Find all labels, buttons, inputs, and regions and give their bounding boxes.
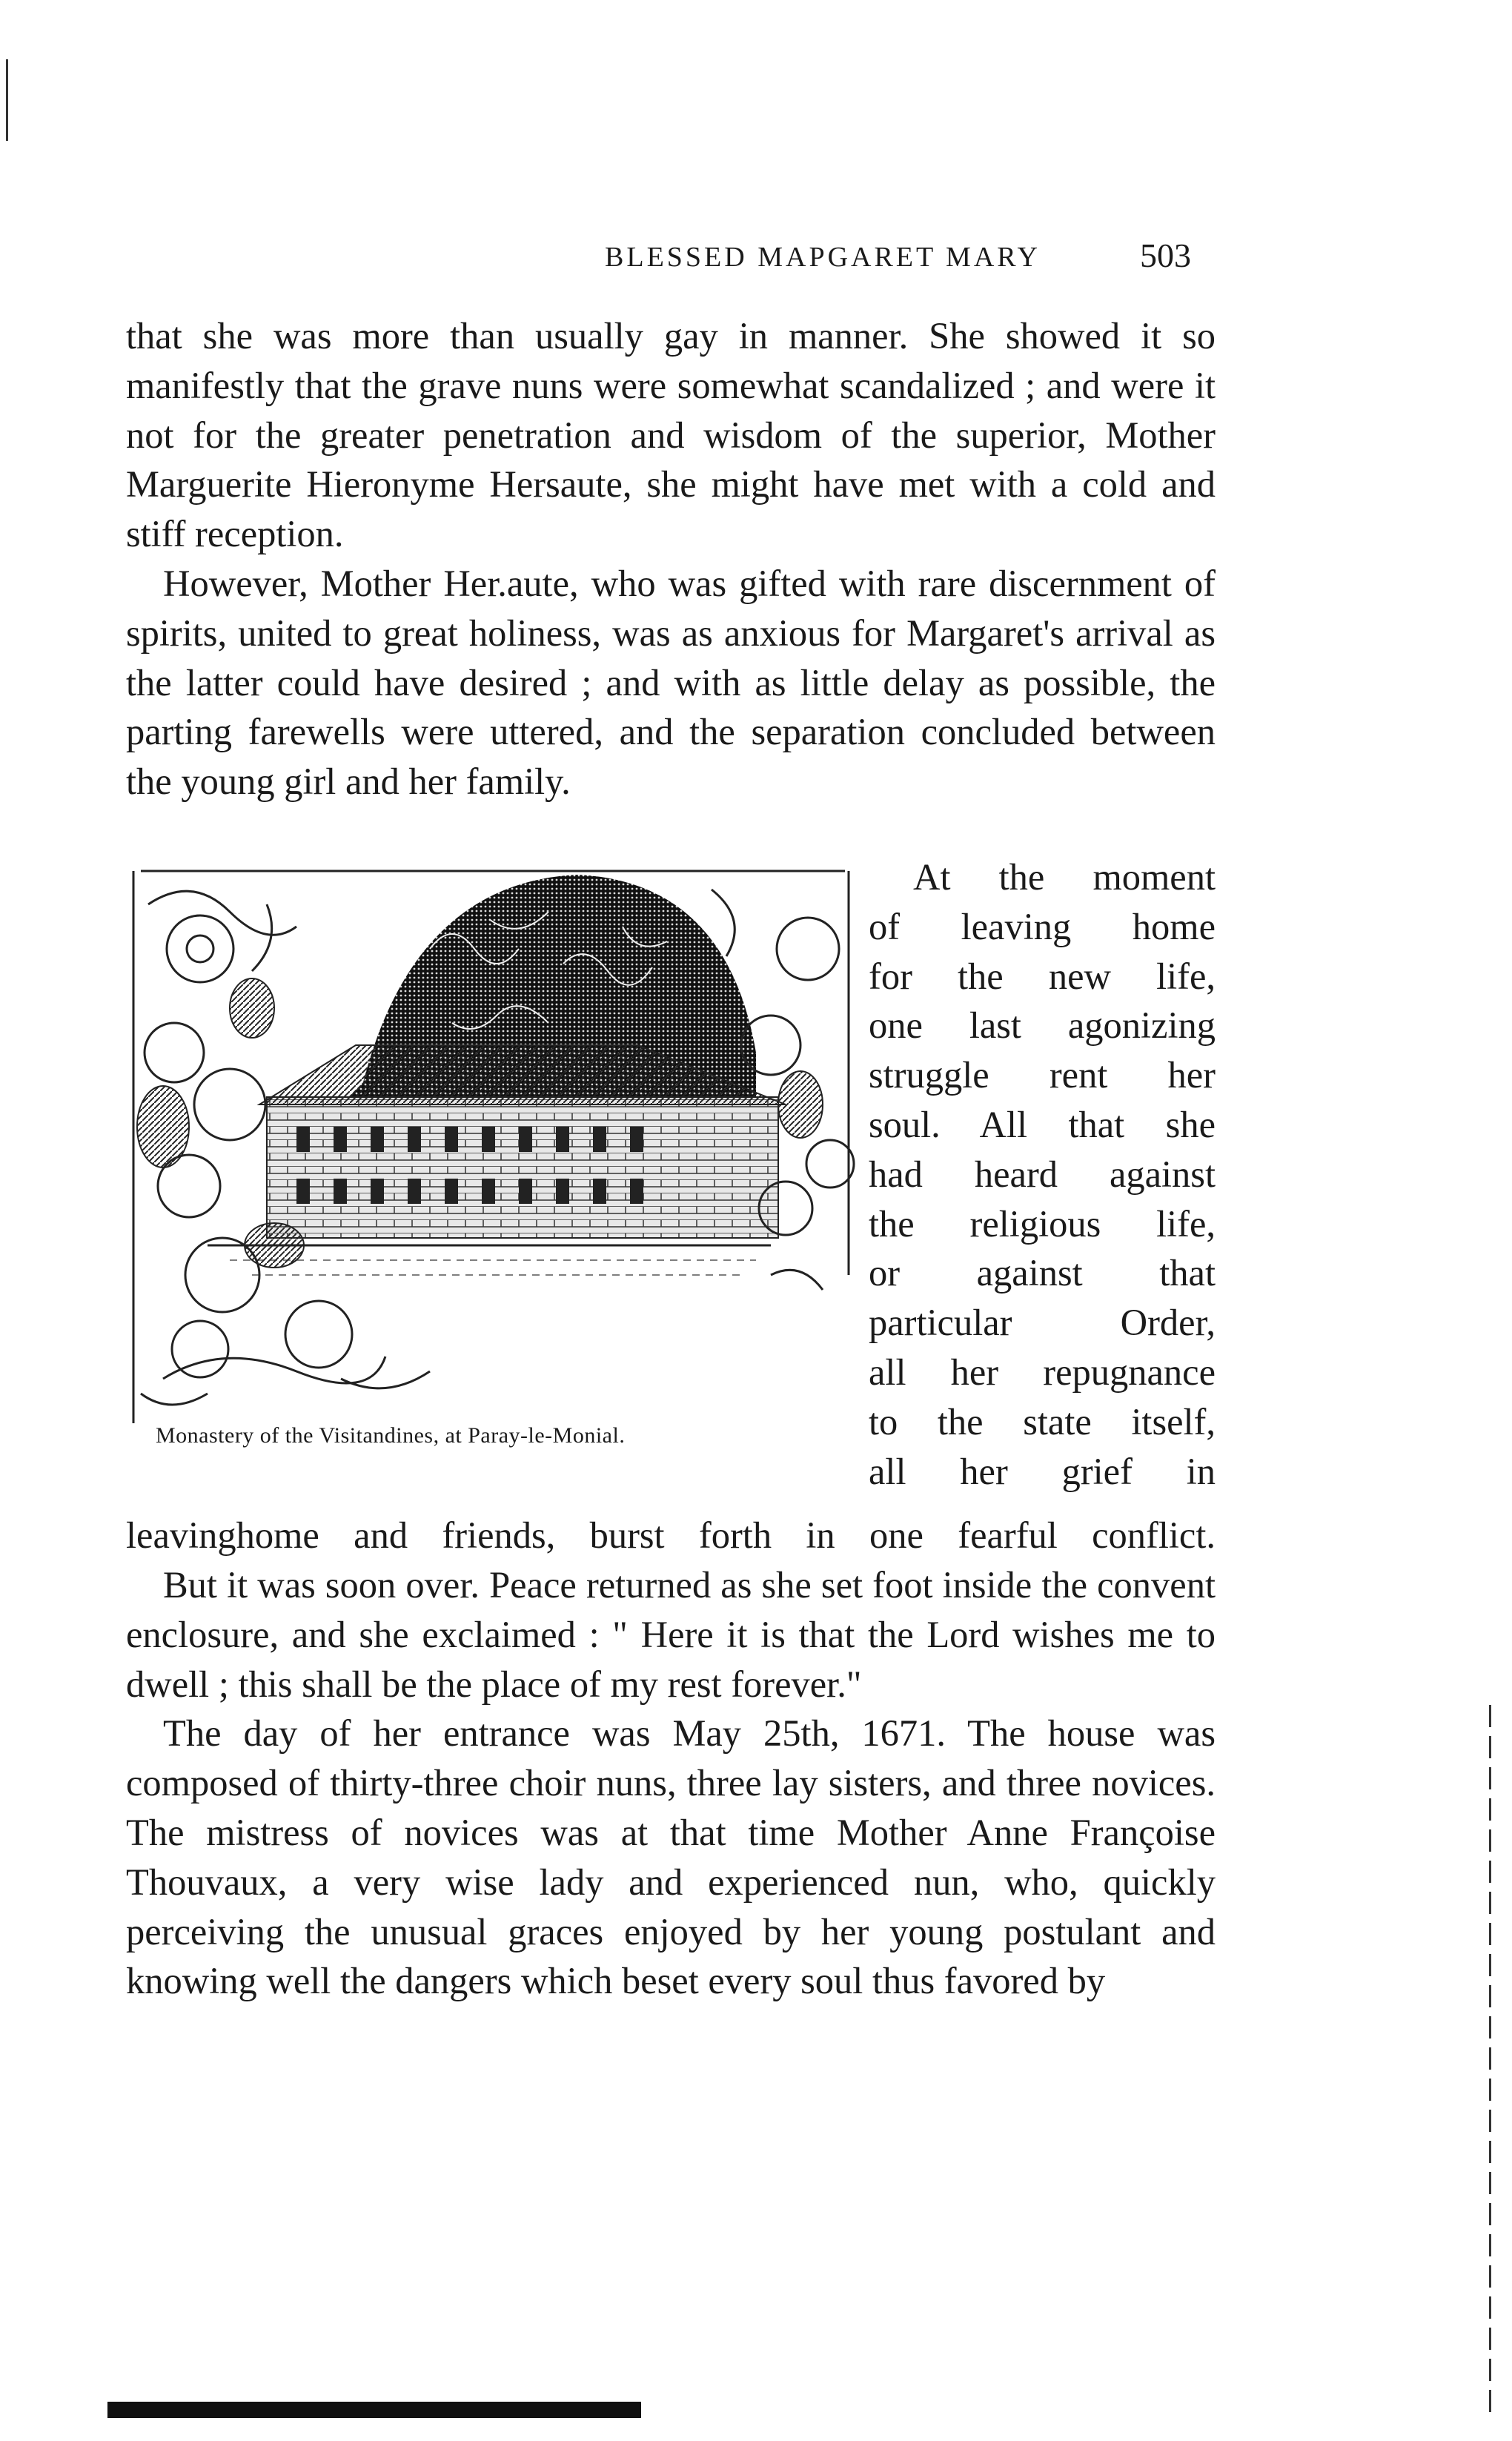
text-line: particular Order, <box>869 1302 1216 1344</box>
paragraph: The day of her entrance was May 25th, 1671. The house was composed of thirty-three choir nuns, three lay sisters, and three novices. The mistress of novices was at that time Mother Anne Françoise Thouvaux, a very wise lady and experienced nun, who, quickly perceiving the unusual graces enjoyed by her young postulant and knowing well the dangers which beset every soul thus favored by <box>126 1712 1216 2002</box>
text-line: all her repugnance <box>869 1351 1216 1393</box>
text-line: At the moment <box>913 856 1216 898</box>
body-text-top <box>126 311 1216 807</box>
text-line: one last agonizing <box>869 1004 1216 1047</box>
paragraph: However, Mother Her.aute, who was gifted with rare discernment of spirits, united to great holiness, was as anxious for Margaret's arrival as the latter could have desired ; and with as little delay as possible, the parting farewells were uttered, and the separation concluded between the young girl and her family. <box>126 562 1216 803</box>
monastery-building <box>267 1097 778 1238</box>
paragraph: that she was more than usually gay in manner. She showed it so manifestly that the grave nuns were somewhat scandalized ; and were it not for the greater penetration and wisdom of the superior, Mother Marguerite Hieronyme Hersaute, she might have met with a cold and stiff reception. <box>126 315 1216 555</box>
paragraph: But it was soon over. Peace returned as she set foot inside the convent enclosure, and she exclaimed : " Here it is that the Lord wishes me to dwell ; this shall be the place of my rest forever." <box>126 1564 1216 1705</box>
text-line: to the state itself, <box>869 1400 1216 1443</box>
scan-margin-mark <box>6 59 8 141</box>
engraving-image <box>119 860 863 1431</box>
page-number: 503 <box>1140 236 1191 274</box>
text-line: soul. All that she <box>869 1103 1216 1145</box>
text-line: leavinghome and friends, burst forth in one fearful conflict. <box>126 1514 1216 1556</box>
text-line: struggle rent her <box>869 1054 1216 1096</box>
text-line: of leaving home <box>869 905 1216 947</box>
running-header: BLESSED MAPGARET MARY <box>605 242 1041 273</box>
body-text-bottom <box>126 1560 1216 2006</box>
text-line: had heard against <box>869 1153 1216 1195</box>
figure-caption: Monastery of the Visitandines, at Paray-le-Monial. <box>156 1423 626 1448</box>
monastery-illustration <box>119 860 863 1453</box>
scan-edge-bar <box>107 2402 641 2418</box>
wrapped-text <box>869 852 1216 1496</box>
scan-margin-mark <box>1489 1705 1491 2417</box>
text-line: or against that <box>869 1252 1216 1294</box>
text-line: for the new life, <box>869 955 1216 997</box>
text-line: all her grief in <box>869 1450 1216 1492</box>
text-line: the religious life, <box>869 1202 1216 1245</box>
